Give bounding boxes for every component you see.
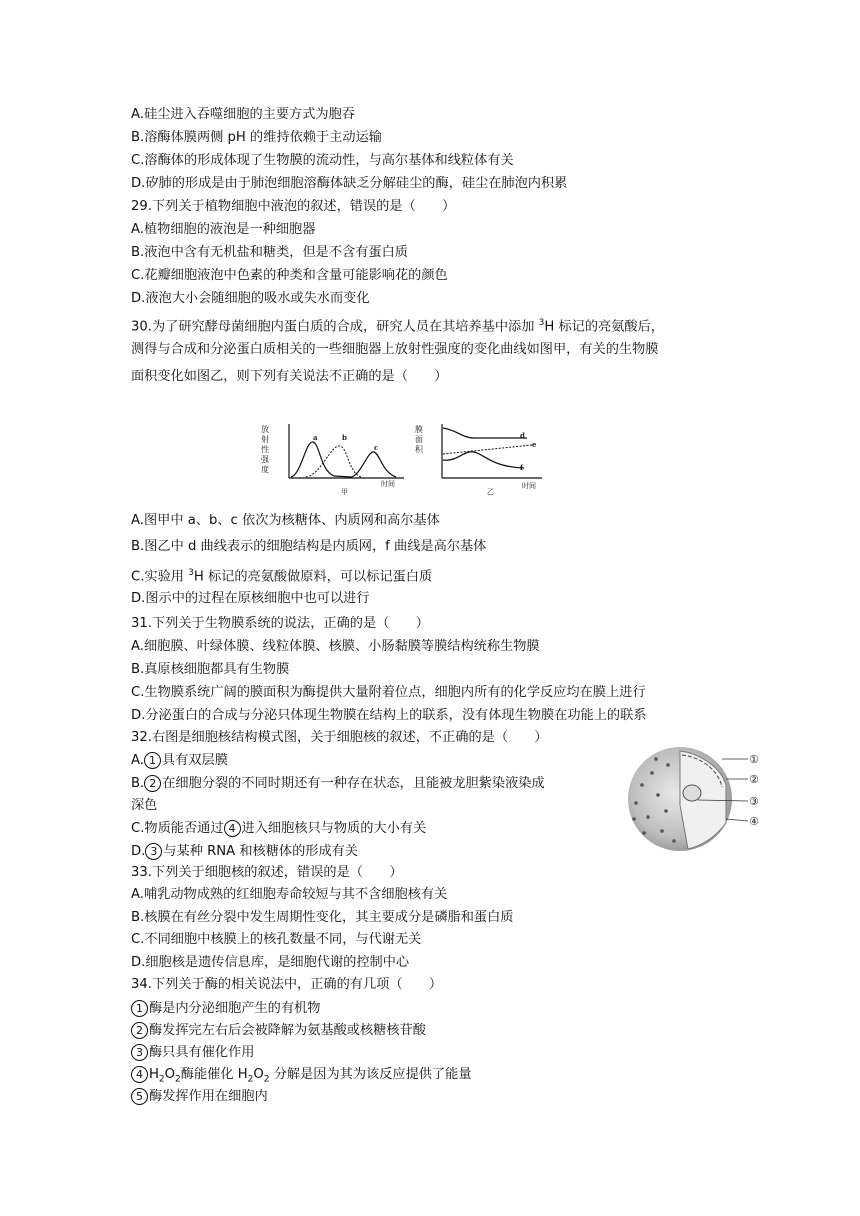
nucleus-label-2: ② (749, 773, 759, 786)
q34-item-5: 5 酶发挥作用在细胞内 (131, 1088, 268, 1106)
q28-option-d: D.矽肺的形成是由于肺泡细胞溶酶体缺乏分解硅尘的酶，硅尘在肺泡内积累 (131, 176, 568, 191)
nucleus-figure (622, 745, 772, 855)
q30-stem-line2: 测得与合成和分泌蛋白质相关的一些细胞器上放射性强度的变化曲线如图甲，有关的生物膜 (131, 342, 659, 357)
nucleolus (683, 785, 701, 801)
fig-yi-curve-e (443, 445, 532, 454)
q31-option-b: B.真原核细胞都具有生物膜 (131, 662, 290, 677)
q34-item-2: 2 酶发挥完左右后会被降解为氨基酸或核糖核苷酸 (131, 1022, 426, 1040)
fig-jia-ylabel-4: 强 (261, 455, 269, 464)
q28-option-c: C.溶酶体的形成体现了生物膜的流动性，与高尔基体和线粒体有关 (131, 153, 514, 168)
q31-stem: 31.下列关于生物膜系统的说法，正确的是（ ） (131, 616, 429, 631)
fig-jia-label-a: a (313, 433, 318, 442)
q29-option-c: C.花瓣细胞液泡中色素的种类和含量可能影响花的颜色 (131, 268, 448, 283)
circled-number-4: 4 (224, 820, 241, 837)
q32-option-b-cont: 深色 (131, 798, 158, 813)
q31-option-c: C.生物膜系统广阔的膜面积为酶提供大量附着位点，细胞内所有的化学反应均在膜上进行 (131, 685, 646, 700)
circled-number-1: 1 (144, 752, 161, 769)
q32-stem: 32.右图是细胞核结构模式图，关于细胞核的叙述，不正确的是（ ） (131, 730, 548, 745)
figure-jia (256, 420, 406, 495)
fig-jia-label-b: b (342, 433, 347, 442)
q31-option-a: A.细胞膜、叶绿体膜、线粒体膜、核膜、小肠黏膜等膜结构统称生物膜 (131, 639, 540, 654)
fig-yi-ylabel-2: 面 (415, 435, 423, 444)
q30-stem-line1: 30.为了研究酵母菌细胞内蛋白质的合成，研究人员在其培养基中添加 $^3$H 标记的亮氨酸后， (131, 318, 664, 335)
q33-option-a: A.哺乳动物成熟的红细胞寿命较短与其不含细胞核有关 (131, 887, 448, 902)
q29-option-d: D.液泡大小会随细胞的吸水或失水而变化 (131, 291, 370, 306)
fig-yi-ylabel-3: 积 (415, 445, 423, 454)
circled-number-2: 2 (131, 1022, 148, 1039)
fig-jia-ylabel-2: 射 (261, 435, 269, 444)
fig-jia-curve-c (351, 452, 396, 477)
q30-option-b: B.图乙中 d 曲线表示的细胞结构是内质网，f 曲线是高尔基体 (131, 539, 487, 554)
fig-yi-curve-d (443, 428, 527, 438)
fig-yi-xlabel: 时间 (522, 482, 536, 490)
fig-jia-ylabel-3: 性 (261, 445, 269, 454)
fig-jia-curve-b (306, 446, 361, 477)
q33-option-c: C.不同细胞中核膜上的核孔数量不同，与代谢无关 (131, 932, 422, 947)
figure-yi (412, 420, 557, 495)
circled-number-3: 3 (145, 843, 162, 860)
q33-option-d: D.细胞核是遗传信息库，是细胞代谢的控制中心 (131, 955, 410, 970)
q34-item-4: 4 $H_2O_2$酶能催化 $H_2O_2$ 分解是因为其为该反应提供了能量 (131, 1066, 472, 1089)
q28-option-a: A.硅尘进入吞噬细胞的主要方式为胞吞 (131, 107, 355, 122)
q34-item-3: 3 酶只具有催化作用 (131, 1044, 255, 1062)
q28-option-b: B.溶酶体膜两侧 pH 的维持依赖于主动运输 (131, 130, 382, 145)
fig-yi-label-f: f (520, 463, 524, 472)
nucleus-label-3: ③ (749, 795, 759, 808)
q32-option-a: A. 1 具有双层膜 (131, 753, 228, 768)
circled-number-4: 4 (131, 1066, 148, 1083)
fig-jia-ylabel-1: 放 (261, 425, 269, 434)
q30-stem-line3: 面积变化如图乙，则下列有关说法不正确的是（ ） (131, 369, 448, 384)
q34-stem: 34.下列关于酶的相关说法中，正确的有几项（ ） (131, 977, 443, 992)
fig-yi-ylabel-1: 膜 (415, 425, 423, 434)
q32-option-b: B. 2 在细胞分裂的不同时期还有一种存在状态，且能被龙胆紫染液染成 (131, 776, 545, 791)
fig-jia-label-c: c (374, 443, 379, 452)
q31-option-d: D.分泌蛋白的合成与分泌只体现生物膜在结构上的联系，没有体现生物膜在功能上的联系 (131, 708, 647, 723)
q32-option-c: C.物质能否通过 4 进入细胞核只与物质的大小有关 (131, 821, 427, 836)
q29-option-b: B.液泡中含有无机盐和糖类，但是不含有蛋白质 (131, 245, 408, 260)
circled-number-3: 3 (131, 1044, 148, 1061)
q32-option-d: D. 3 与某种 RNA 和核糖体的形成有关 (131, 844, 359, 859)
circled-number-1: 1 (131, 1000, 148, 1017)
fig-jia-ylabel-5: 度 (261, 465, 269, 474)
fig-yi-caption: 乙 (487, 488, 494, 495)
q29-stem: 29.下列关于植物细胞中液泡的叙述，错误的是（ ） (131, 199, 456, 214)
circled-number-2: 2 (144, 775, 161, 792)
fig-jia-caption: 甲 (341, 488, 348, 495)
fig-yi-curve-f (443, 452, 524, 468)
nucleus-label-4: ④ (749, 815, 759, 828)
nucleus-label-1: ① (749, 753, 759, 766)
q33-option-b: B.核膜在有丝分裂中发生周期性变化，其主要成分是磷脂和蛋白质 (131, 910, 514, 925)
q30-option-a: A.图甲中 a、b、c 依次为核糖体、内质网和高尔基体 (131, 513, 440, 528)
q30-option-c: C.实验用 $^3$H 标记的亮氨酸做原料，可以标记蛋白质 (131, 568, 433, 585)
fig-yi-label-e: e (532, 440, 537, 449)
circled-number-5: 5 (131, 1088, 148, 1105)
q34-item-1: 1 酶是内分泌细胞产生的有机物 (131, 1000, 320, 1018)
q30-option-d: D.图示中的过程在原核细胞中也可以进行 (131, 591, 370, 606)
fig-jia-xlabel: 时间 (381, 480, 395, 488)
q29-option-a: A.植物细胞的液泡是一种细胞器 (131, 222, 316, 237)
fig-yi-label-d: d (520, 431, 525, 440)
q33-stem: 33.下列关于细胞核的叙述，错误的是（ ） (131, 865, 403, 880)
